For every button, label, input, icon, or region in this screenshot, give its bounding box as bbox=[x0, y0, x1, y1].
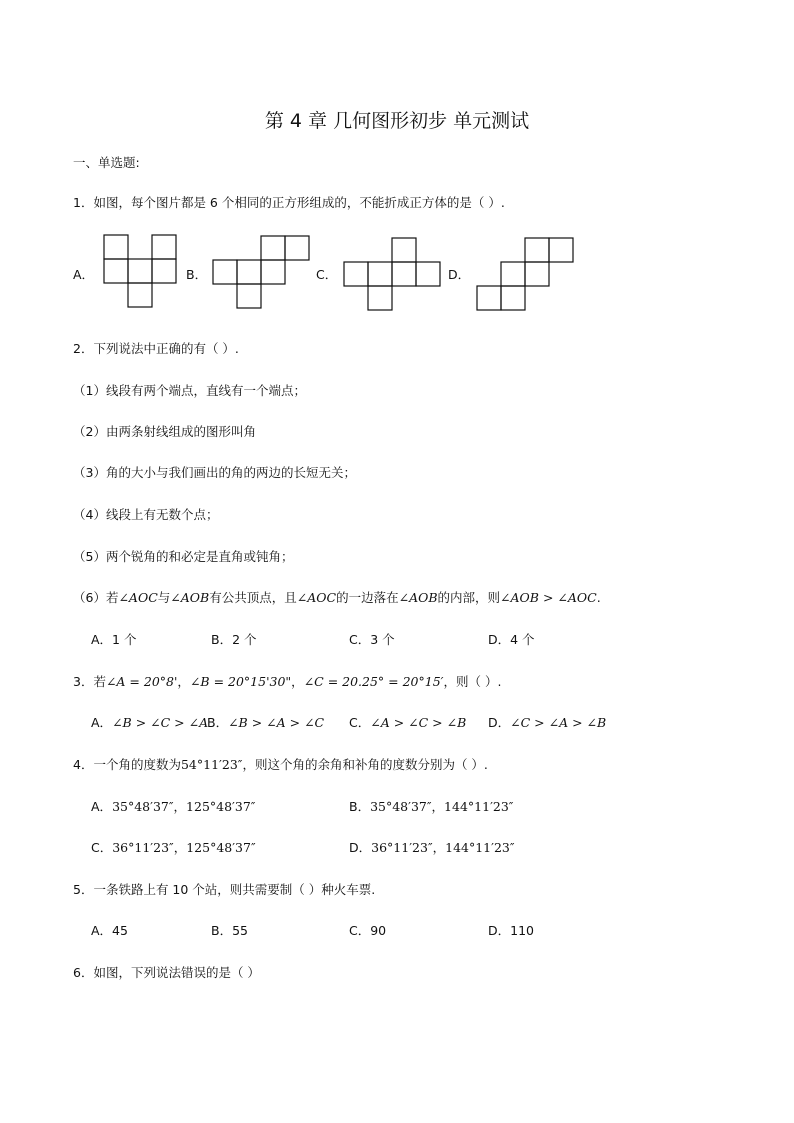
q3-stem bbox=[73, 672, 501, 690]
q2-option-d: D．4 个 bbox=[488, 632, 535, 647]
angle-comparison-expr: ∠AOB > ∠AOC bbox=[500, 590, 597, 605]
q2-item6-text: . bbox=[596, 590, 601, 605]
angle-c-value: ∠C = 20.25° = 20°15′ bbox=[303, 674, 444, 689]
option-label: B． bbox=[349, 799, 371, 814]
option-expr: 35°48′37″，144°11′23″ bbox=[370, 799, 514, 814]
q1-net-a-figure bbox=[103, 234, 178, 309]
angle-a-value: ∠A = 20°8' bbox=[105, 674, 178, 689]
q2-option-a: A．1 个 bbox=[91, 632, 137, 647]
q4-option-d bbox=[349, 838, 515, 856]
q1-option-b-label: B． bbox=[186, 267, 208, 282]
angle-value: 54°11′23″ bbox=[180, 757, 243, 772]
q2-option-b: B．2 个 bbox=[211, 632, 257, 647]
option-expr: 36°11′23″，144°11′23″ bbox=[371, 840, 515, 855]
option-label: D． bbox=[349, 840, 372, 855]
option-label: A． bbox=[91, 715, 113, 730]
q1-option-d-label: D． bbox=[448, 267, 471, 282]
q5-option-a: A．45 bbox=[91, 923, 128, 938]
angle-b-value: ∠B = 20°15'30" bbox=[189, 674, 292, 689]
option-label: A． bbox=[91, 799, 113, 814]
option-expr: ∠A > ∠C > ∠B bbox=[370, 715, 467, 730]
q3-text: ， bbox=[291, 674, 304, 689]
q2-item-5: （5）两个锐角的和必定是直角或钝角； bbox=[73, 549, 294, 564]
option-expr: ∠C > ∠A > ∠B bbox=[510, 715, 607, 730]
q4-stem bbox=[73, 755, 488, 773]
page-title: 第 4 章 几何图形初步 单元测试 bbox=[264, 110, 530, 132]
option-label: C． bbox=[349, 715, 371, 730]
q3-option-a bbox=[91, 713, 208, 731]
q4-text: ，则这个角的余角和补角的度数分别为（ ）. bbox=[242, 757, 488, 772]
q3-option-d bbox=[488, 713, 606, 731]
angle-aob-expr: ∠AOB bbox=[398, 590, 438, 605]
q5-option-d: D．110 bbox=[488, 923, 534, 938]
option-expr: 35°48′37″，125°48′37″ bbox=[112, 799, 256, 814]
q2-item-3: （3）角的大小与我们画出的角的两边的长短无关； bbox=[73, 465, 356, 480]
q1-net-c-figure bbox=[343, 237, 442, 312]
q5-stem: 5．一条铁路上有 10 个站，则共需要制（ ）种火车票. bbox=[73, 882, 376, 897]
q3-text: ， bbox=[177, 674, 190, 689]
option-expr: 36°11′23″，125°48′37″ bbox=[112, 840, 256, 855]
q5-option-b: B．55 bbox=[211, 923, 248, 938]
q2-item6-text: 有公共顶点，且 bbox=[209, 590, 297, 605]
q4-option-c bbox=[91, 838, 256, 856]
q3-text: 3．若 bbox=[73, 674, 106, 689]
option-label: B． bbox=[207, 715, 229, 730]
q3-option-c bbox=[349, 713, 466, 731]
q2-item-4: （4）线段上有无数个点； bbox=[73, 507, 219, 522]
angle-aoc-expr: ∠AOC bbox=[118, 590, 158, 605]
option-expr: ∠B > ∠C > ∠A bbox=[112, 715, 209, 730]
q5-option-c: C．90 bbox=[349, 923, 387, 938]
q1-net-d-figure bbox=[476, 237, 575, 312]
q6-stem: 6．如图，下列说法错误的是（ ） bbox=[73, 965, 260, 980]
q2-item-2: （2）由两条射线组成的图形叫角 bbox=[73, 424, 256, 439]
q2-item6-text: 的内部，则 bbox=[437, 590, 501, 605]
option-label: D． bbox=[488, 715, 511, 730]
q1-option-a-label: A． bbox=[73, 267, 95, 282]
q2-option-c: C．3 个 bbox=[349, 632, 395, 647]
angle-aoc-expr: ∠AOC bbox=[296, 590, 337, 605]
angle-aob-expr: ∠AOB bbox=[170, 590, 210, 605]
q2-item6-text: 与 bbox=[157, 590, 171, 605]
q2-item-6 bbox=[73, 588, 601, 606]
q4-text: 4．一个角的度数为 bbox=[73, 757, 181, 772]
option-label: C． bbox=[91, 840, 113, 855]
option-expr: ∠B > ∠A > ∠C bbox=[228, 715, 325, 730]
q1-stem: 1．如图，每个图片都是 6 个相同的正方形组成的，不能折成正方体的是（ ）. bbox=[73, 195, 505, 210]
q4-option-a bbox=[91, 797, 255, 815]
q1-option-c-label: C． bbox=[316, 267, 338, 282]
q2-item6-text: 的一边落在 bbox=[336, 590, 399, 605]
q2-item-1: （1）线段有两个端点，直线有一个端点； bbox=[73, 383, 306, 398]
q2-stem: 2．下列说法中正确的有（ ）. bbox=[73, 341, 239, 356]
q3-option-b bbox=[207, 713, 324, 731]
q1-net-b-figure bbox=[212, 235, 311, 310]
q4-option-b bbox=[349, 797, 513, 815]
section-heading: 一、单选题: bbox=[73, 155, 140, 170]
q3-text: ，则（ ）. bbox=[443, 674, 502, 689]
q2-item6-text: （6）若 bbox=[73, 590, 119, 605]
